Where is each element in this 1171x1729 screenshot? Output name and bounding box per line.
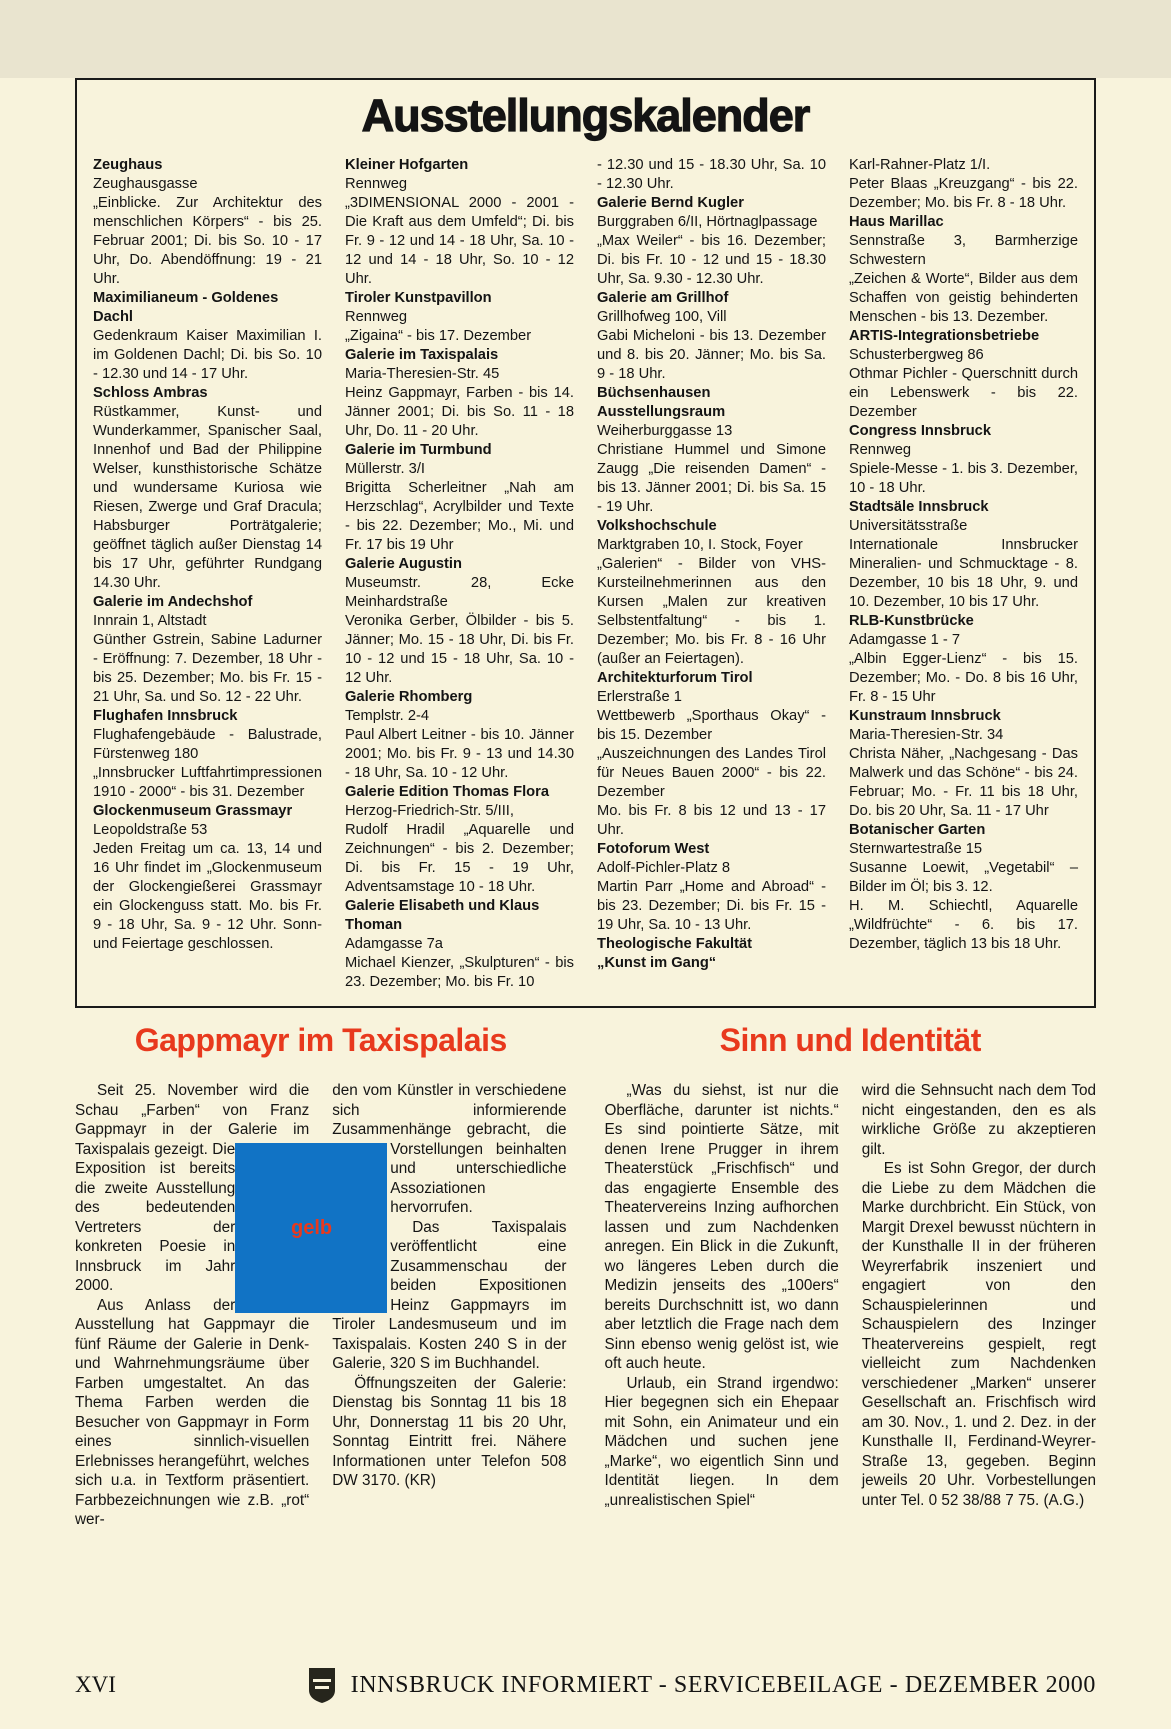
article-paragraph: Das Taxispalais veröffentlicht eine Zusammenschau der beiden Expositionen Heinz Gappmayrs im Tiroler Landesmuseum und im Taxispalais. Kosten 240 S in der Galerie, 320 S im Buchhandel.: [332, 1218, 567, 1372]
venue-detail: Weiherburggasse 13: [597, 423, 733, 439]
venue-name: Büchsenhausen Ausstellungsraum: [597, 385, 726, 420]
venue-detail: Adamgasse 1 - 7: [849, 632, 961, 648]
articles-section: [75, 1022, 1096, 1530]
venue-name: Haus Marillac: [849, 214, 944, 230]
venue-detail: „Innsbrucker Luftfahrtimpressionen 1910 - 2000“ - bis 31. Dezember: [93, 765, 322, 800]
venue-detail: Brigitta Scherleitner „Nah am Herzschlag“, Acrylbilder und Texte - bis 22. Dezember; Mo., Mi. und Fr. 17 bis 19 Uhr: [345, 480, 574, 553]
venue-detail: Veronika Gerber, Ölbilder - bis 5. Jänner; Mo. 15 - 18 Uhr, Di. bis Fr. 10 - 12 und 15 - 18 Uhr, Sa. 10 - 12 Uhr.: [345, 613, 574, 686]
venue-name: Botanischer Garten: [849, 822, 986, 838]
venue-detail: Erlerstraße 1: [597, 689, 682, 705]
venue-detail: Grillhofweg 100, Vill: [597, 309, 727, 325]
venue-detail: Rennweg: [849, 442, 912, 458]
gelb-artwork-image: [235, 1143, 387, 1313]
venue-name: Volkshochschule: [597, 518, 717, 534]
article-column: [862, 1081, 1096, 1510]
footer-text: INNSBRUCK INFORMIERT - SERVICEBEILAGE - DEZEMBER 2000: [350, 1671, 1096, 1698]
venue-detail: Adolf-Pichler-Platz 8: [597, 860, 731, 876]
innsbruck-coat-of-arms-icon: [307, 1666, 337, 1704]
venue-detail: Flughafengebäude - Balustrade, Fürstenweg 180: [93, 727, 322, 762]
magazine-page: [0, 78, 1171, 1729]
venue-name: Galerie Edition Thomas Flora: [345, 784, 550, 800]
venue-name: Tiroler Kunstpavillon: [345, 290, 492, 306]
venue-name: Galerie Elisabeth und Klaus Thoman: [345, 898, 540, 933]
venue-detail: Christiane Hummel und Simone Zaugg „Die reisenden Damen“ - bis 13. Jänner 2001; Di. bis Sa. 15 - 19 Uhr.: [597, 442, 826, 515]
venue-name: Glockenmuseum Grassmayr: [93, 803, 293, 819]
venue-detail: Paul Albert Leitner - bis 10. Jänner 2001; Mo. bis Fr. 9 - 13 und 14.30 - 18 Uhr, Sa. 10 - 12 Uhr.: [345, 727, 574, 781]
artwork-label: gelb: [291, 1216, 333, 1239]
venue-detail: „Max Weiler“ - bis 16. Dezember; Di. bis Fr. 10 - 12 und 15 - 18.30 Uhr, Sa. 9.30 - 12.30 Uhr.: [597, 233, 826, 287]
venue-detail: Gabi Micheloni - bis 13. Dezember und 8. bis 20. Jänner; Mo. bis Sa. 9 - 18 Uhr.: [597, 328, 826, 382]
venue-detail: Leopoldstraße 53: [93, 822, 208, 838]
venue-detail: Sternwartestraße 15: [849, 841, 983, 857]
venue-detail: „Einblicke. Zur Architektur des menschlichen Körpers“ - bis 25. Februar 2001; Di. bis So. 10 - 17 Uhr, Do. Abendöffnung: 19 - 21 Uhr.: [93, 195, 322, 287]
venue-name: Congress Innsbruck: [849, 423, 992, 439]
venue-detail: Gedenkraum Kaiser Maximilian I. im Goldenen Dachl; Di. bis So. 10 - 12.30 und 14 - 17 Uhr.: [93, 328, 322, 382]
venue-name: Galerie Bernd Kugler: [597, 195, 744, 211]
page-footer: [75, 1666, 1096, 1704]
article-sinn-und-identitaet: [605, 1022, 1097, 1530]
venue-detail: H. M. Schiechtl, Aquarelle „Wildfrüchte“ - 6. bis 17. Dezember, täglich 13 bis 18 Uhr.: [849, 898, 1078, 952]
article-paragraph: wird die Sehnsucht nach dem Tod nicht eingestanden, den es als wirkliche Größe zu akzeptieren gilt.: [861, 1082, 1096, 1158]
venue-detail: Rennweg: [345, 309, 408, 325]
calendar-column: [597, 156, 826, 992]
article-paragraph: den vom Künstler in verschiedene sich informierende Zusammenhänge gebracht, die Vorstellungen beinhalten und unterschiedliche Assoziationen hervorrufen.: [332, 1082, 567, 1216]
venue-detail: „Albin Egger-Lienz“ - bis 15. Dezember; Mo. - Do. 8 bis 16 Uhr, Fr. 8 - 15 Uhr: [849, 651, 1078, 705]
venue-detail: „Auszeichnungen des Landes Tirol für Neues Bauen 2000“ - bis 22. Dezember: [597, 746, 826, 800]
venue-detail: „3DIMENSIONAL 2000 - 2001 - Die Kraft aus dem Umfeld“; Di. bis Fr. 9 - 12 und 14 - 18 Uhr, Sa. 10 - 12 und 14 - 18 Uhr, So. 10 - 12 Uhr.: [345, 195, 574, 287]
venue-detail: Peter Blaas „Kreuzgang“ - bis 22. Dezember; Mo. bis Fr. 8 - 18 Uhr.: [849, 176, 1078, 211]
venue-name: Architekturforum Tirol: [597, 670, 753, 686]
article-paragraph: „Was du siehst, ist nur die Oberfläche, darunter ist nichts.“ Es sind pointierte Sätze, mit denen Irene Prugger in ihrem Theaterstück „Frischfisch“ und das engagierte Ensemble des Theatervereins Inzing aufhorchen lassen und zum Nachdenken anregen. Ein Blick in die Zukunft, wo längeres Leben durch die Medizin jenseits des „100ers“ bereits Durchschnitt ist, wo dann aber letztlich die Frage nach dem Sinn ebenso wenig gelöst ist, wie oft auch heute.: [604, 1082, 839, 1372]
venue-name: Galerie im Andechshof: [93, 594, 253, 610]
venue-detail: Heinz Gappmayr, Farben - bis 14. Jänner 2001; Di. bis So. 11 - 18 Uhr, Do. 11 - 20 Uhr.: [345, 385, 574, 439]
venue-name: Galerie im Turmbund: [345, 442, 492, 458]
venue-name: Galerie am Grillhof: [597, 290, 729, 306]
article-title: Gappmayr im Taxispalais: [134, 1022, 507, 1058]
footer-right: [307, 1666, 1096, 1704]
venue-detail: Burggraben 6/II, Hörtnaglpassage: [597, 214, 818, 230]
article-paragraph: Aus Anlass der Ausstellung hat Gappmayr die fünf Räume der Galerie in Denk- und Wahrnehmungsräume über Farben umgestaltet. An das Thema Farben werden die Besucher von Gappmayr in Form eines sinnlich-visuellen Erlebnisses herangeführt, welches sich u.a. in Textform präsentiert. Farbbezeichnungen wie z.B. „rot“ wer-: [75, 1296, 310, 1528]
venue-detail: Rüstkammer, Kunst- und Wunderkammer, Spanischer Saal, Innenhof und Bad der Philippine Welser, kunsthistorische Schätze und wundersame Kuriosa wie Riesen, Zwerge und Graf Dracula; Habsburger Porträtgalerie; geöffnet täglich außer Dienstag 14 bis 17 Uhr, geführter Rundgang 14.30 Uhr.: [93, 404, 322, 591]
venue-detail: Universitätsstraße: [849, 518, 968, 534]
venue-detail: Rennweg: [345, 176, 408, 192]
venue-detail: Christa Näher, „Nachgesang - Das Malwerk und das Schöne“ - bis 24. Februar; Mo. - Fr. 11 bis 18 Uhr, Do. bis 20 Uhr, Sa. 11 - 17 Uhr: [849, 746, 1078, 819]
page-number: XVI: [75, 1672, 116, 1697]
venue-detail: Karl-Rahner-Platz 1/I.: [849, 157, 991, 173]
venue-name: RLB-Kunstbrücke: [849, 613, 974, 629]
venue-detail: Marktgraben 10, I. Stock, Foyer: [597, 537, 803, 553]
venue-detail: Templstr. 2-4: [345, 708, 430, 724]
venue-detail: „Zeichen & Worte“, Bilder aus dem Schaffen von geistig behinderten Menschen - bis 13. Dezember.: [849, 271, 1078, 325]
venue-name: Theologische Fakultät: [597, 936, 753, 952]
venue-detail: Herzog-Friedrich-Str. 5/III,: [345, 803, 514, 819]
venue-name: Galerie Rhomberg: [345, 689, 473, 705]
venue-detail: Wettbewerb „Sporthaus Okay“ - bis 15. Dezember: [597, 708, 826, 743]
venue-detail: Günther Gstrein, Sabine Ladurner - Eröffnung: 7. Dezember, 18 Uhr - bis 25. Dezember; Mo. bis Fr. 15 - 21 Uhr, Sa. und So. 12 - 22 Uhr.: [93, 632, 322, 705]
venue-name: Galerie Augustin: [345, 556, 462, 572]
venue-name: Galerie im Taxispalais: [345, 347, 499, 363]
venue-detail: Innrain 1, Altstadt: [93, 613, 207, 629]
venue-detail: „Galerien“ - Bilder von VHS-Kursteilnehmerinnen aus den Kursen „Malen zur kreativen Selbstentfaltung“ - bis 1. Dezember; Mo. bis Fr. 8 - 16 Uhr (außer an Feiertagen).: [597, 556, 826, 667]
venue-detail: Internationale Innsbrucker Mineralien- und Schmucktage - 8. Dezember, 10 bis 18 Uhr, 9. und 10. Dezember, 10 bis 17 Uhr.: [849, 537, 1078, 610]
calendar-column: [345, 156, 574, 992]
venue-name: Flughafen Innsbruck: [93, 708, 238, 724]
article-column: [605, 1081, 839, 1510]
venue-detail: Michael Kienzer, „Skulpturen“ - bis 23. Dezember; Mo. bis Fr. 10: [345, 955, 574, 990]
venue-name: Fotoforum West: [597, 841, 710, 857]
venue-detail: Maria-Theresien-Str. 34: [849, 727, 1004, 743]
venue-detail: Jeden Freitag um ca. 13, 14 und 16 Uhr findet im „Glockenmuseum der Glockengießerei Grassmayr ein Glockenguss statt. Mo. bis Fr. 9 - 18 Uhr, Sa. 9 - 12 Uhr. Sonn- und Feiertage geschlossen.: [93, 841, 322, 952]
article-paragraph: Es ist Sohn Gregor, der durch die Liebe zu dem Mädchen die Marke durchbricht. Ein Stück, von Margit Drexel bewusst nüchtern in der Kunsthalle II in der früheren Weyrerfabrik inszeniert und engagiert von den Schauspielerinnen und Schauspielern des Inzinger Theatervereins gespielt, regt vielleicht zum Nachdenken verschiedener „Marken“ unserer Gesellschaft an. Frischfisch wird am 30. Nov., 1. und 2. Dez. in der Kunsthalle II, Ferdinand-Weyrer-Straße 13, gegeben. Beginn jeweils 20 Uhr. Vorbestellungen unter Tel. 0 52 38/88 7 75. (A.G.): [861, 1160, 1096, 1509]
venue-name: Maximilianeum - Goldenes Dachl: [93, 290, 279, 325]
venue-detail: Schusterbergweg 86: [849, 347, 984, 363]
venue-detail: Museumstr. 28, Ecke Meinhardstraße: [345, 575, 574, 610]
venue-name: „Kunst im Gang“: [597, 955, 717, 971]
calendar-column: [849, 156, 1078, 992]
calendar-title: Ausstellungskalender: [361, 90, 810, 141]
venue-detail: - 12.30 und 15 - 18.30 Uhr, Sa. 10 - 12.30 Uhr.: [597, 157, 826, 192]
venue-name: Kunstraum Innsbruck: [849, 708, 1001, 724]
venue-detail: Adamgasse 7a: [345, 936, 443, 952]
venue-detail: Othmar Pichler - Querschnitt durch ein Lebenswerk - bis 22. Dezember: [849, 366, 1078, 420]
venue-detail: Spiele-Messe - 1. bis 3. Dezember, 10 - 18 Uhr.: [849, 461, 1078, 496]
venue-name: ARTIS-Integrationsbetriebe: [849, 328, 1040, 344]
venue-detail: Susanne Loewit, „Vegetabil“ – Bilder im Öl; bis 3. 12.: [849, 860, 1078, 895]
venue-detail: Müllerstr. 3/I: [345, 461, 425, 477]
venue-detail: Maria-Theresien-Str. 45: [345, 366, 500, 382]
calendar-columns: [93, 156, 1078, 992]
exhibition-calendar-box: [75, 78, 1096, 1008]
calendar-column: [93, 156, 322, 992]
venue-detail: Rudolf Hradil „Aquarelle und Zeichnungen“ - bis 2. Dezember; Di. bis Fr. 15 - 19 Uhr, Adventsamstage 10 - 18 Uhr.: [345, 822, 574, 895]
article-title: Sinn und Identität: [719, 1022, 981, 1058]
article-paragraph: Öffnungszeiten der Galerie: Dienstag bis Sonntag 11 bis 18 Uhr, Donnerstag 11 bis 20 Uhr, Sonntag Eintritt frei. Nähere Informationen unter Telefon 508 DW 3170. (KR): [332, 1374, 567, 1489]
venue-detail: Martin Parr „Home and Abroad“ - bis 23. Dezember; Di. bis Fr. 15 - 19 Uhr, Sa. 10 - 13 Uhr.: [597, 879, 826, 933]
venue-name: Zeughaus: [93, 157, 163, 173]
venue-name: Schloss Ambras: [93, 385, 208, 401]
venue-detail: „Zigaina“ - bis 17. Dezember: [345, 328, 532, 344]
article-gappmayr-taxispalais: [75, 1022, 567, 1530]
venue-name: Kleiner Hofgarten: [345, 157, 469, 173]
article-paragraph: Urlaub, ein Strand irgendwo: Hier begegnen sich ein Ehepaar mit Sohn, ein Animateur und ein Mädchen und suchen jene „Marke“, wo eigentlich Sinn und Identität liegen. In dem „unrealistischen Spiel“: [604, 1374, 839, 1509]
venue-detail: Mo. bis Fr. 8 bis 12 und 13 - 17 Uhr.: [597, 803, 826, 838]
article-paragraph: Seit 25. November wird die Schau „Farben“ von Franz Gappmayr in der Galerie im Taxispalais gezeigt. Die Exposition ist bereits die zweite Ausstellung des bedeutenden Vertreters der konkreten Poesie in Innsbruck im Jahr 2000.: [75, 1082, 310, 1294]
venue-detail: Sennstraße 3, Barmherzige Schwestern: [849, 233, 1078, 268]
venue-name: Stadtsäle Innsbruck: [849, 499, 989, 515]
venue-detail: Zeughausgasse: [93, 176, 198, 192]
